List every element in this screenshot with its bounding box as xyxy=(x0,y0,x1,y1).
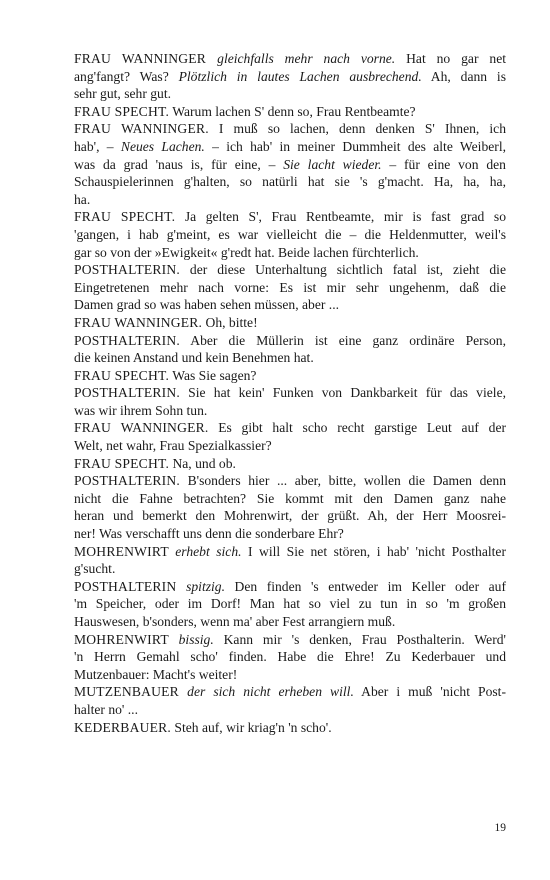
dialogue-text: Eingetretenen mehr nach vorne: Es ist mir sehr ungehenm, daß die xyxy=(74,279,506,295)
dialogue-text: Ah, dann is xyxy=(421,68,507,84)
text-line xyxy=(74,719,506,737)
text-line xyxy=(74,173,506,191)
text-line xyxy=(74,701,506,719)
speaker-name: FRAU SPECHT. xyxy=(74,367,170,383)
dialogue-text: Kann mir 's denken, Frau Posthalterin. Werd' xyxy=(213,631,506,647)
text-line xyxy=(74,296,506,314)
text-line xyxy=(74,384,506,402)
dialogue-text: Na, und ob. xyxy=(169,455,236,471)
dialogue-text: Es gibt halt scho recht garstige Leut auf der xyxy=(208,420,507,436)
speaker-name: MOHRENWIRT xyxy=(74,631,179,647)
dialogue-text: Hat no gar net xyxy=(395,51,507,66)
speaker-name: POSTHALTERIN. xyxy=(74,262,180,278)
text-line xyxy=(74,138,506,156)
dialogue-text: g'sucht. xyxy=(74,561,116,577)
dialogue-text: Aber die Müllerin ist eine ganz ordinäre Person, xyxy=(179,332,506,348)
dialogue-text: ang'fangt? Was? xyxy=(74,68,179,84)
text-line xyxy=(74,226,506,244)
text-line xyxy=(74,349,506,367)
text-line xyxy=(74,120,506,138)
dialogue-text: Hauswesen, b'sonders, wenn ma' aber Fest arrangiern muß. xyxy=(74,614,396,629)
stage-direction: erhebt sich. xyxy=(175,543,242,559)
stage-direction: Plötzlich in lautes Lachen ausbrechend. xyxy=(178,68,422,84)
text-line xyxy=(74,437,506,455)
text-line xyxy=(74,68,506,86)
speaker-name: FRAU SPECHT. xyxy=(74,455,170,471)
dialogue-text: B'sonders hier ... aber, bitte, wollen die Damen denn xyxy=(179,473,506,489)
text-line xyxy=(74,279,506,297)
text-line xyxy=(74,50,506,68)
text-line xyxy=(74,402,506,420)
play-text-block xyxy=(74,50,506,736)
stage-direction: bissig. xyxy=(178,631,214,647)
text-line xyxy=(74,490,506,508)
text-line xyxy=(74,367,506,385)
text-line xyxy=(74,595,506,613)
speaker-name: POSTHALTERIN. xyxy=(74,385,180,401)
dialogue-text: Ja gelten S', Frau Rentbeamte, mir is fast grad so xyxy=(175,209,507,225)
dialogue-text: der diese Unterhaltung sichtlich fatal ist, zieht die xyxy=(179,262,506,278)
dialogue-text: Schauspielerinnen g'halten, so natürli hat sie 's g'macht. Ha, ha, ha, xyxy=(74,174,506,190)
dialogue-text: Sie hat kein' Funken von Dankbarkeit für das viele, xyxy=(179,385,506,401)
text-line xyxy=(74,631,506,649)
dialogue-text: die keinen Anstand und kein Benehmen hat. xyxy=(74,350,314,366)
text-line xyxy=(74,507,506,525)
dialogue-text: Steh auf, wir kriag'n 'n scho'. xyxy=(170,719,332,735)
speaker-name: MUTZENBAUER xyxy=(74,684,188,700)
dialogue-text: ner! Was verschafft uns denn die sonderbare Ehr? xyxy=(74,526,344,542)
text-line xyxy=(74,332,506,350)
dialogue-text: was da grad 'naus is, für eine, – xyxy=(74,156,284,172)
dialogue-text: Damen grad so was haben sehen müssen, aber ... xyxy=(74,297,339,313)
speaker-name: POSTHALTERIN. xyxy=(74,332,180,348)
stage-direction: gleichfalls mehr nach vorne. xyxy=(217,51,396,66)
text-line xyxy=(74,525,506,543)
dialogue-text: sehr gut, sehr gut. xyxy=(74,86,172,102)
speaker-name: POSTHALTERIN. xyxy=(74,473,180,489)
text-line xyxy=(74,455,506,473)
dialogue-text: I will Sie net stören, i hab' 'nicht Posthalter xyxy=(241,543,506,559)
speaker-name: MOHRENWIRT xyxy=(74,543,176,559)
stage-direction: Sie lacht wieder. xyxy=(283,156,382,172)
speaker-name: FRAU WANNINGER. xyxy=(74,314,203,330)
dialogue-text: 'n Herrn Gemahl scho' finden. Habe die Ehre! Zu Kederbauer und xyxy=(74,649,506,665)
dialogue-text: Was Sie sagen? xyxy=(169,367,257,383)
text-line xyxy=(74,85,506,103)
text-line xyxy=(74,666,506,684)
speaker-name: FRAU SPECHT. xyxy=(74,103,170,119)
dialogue-text: Welt, net wahr, Frau Spezialkassier? xyxy=(74,438,272,454)
text-line xyxy=(74,648,506,666)
dialogue-text: – für eine von den xyxy=(381,156,506,172)
dialogue-text: nicht die Fahne betrachten? Sie kommt mit den Damen ganz nahe xyxy=(74,490,506,506)
speaker-name: FRAU SPECHT. xyxy=(74,209,176,225)
text-line xyxy=(74,314,506,332)
dialogue-text: was wir ihrem Sohn tun. xyxy=(74,402,208,418)
dialogue-text: heran und bemerkt den Mohrenwirt, der grüßt. Ah, der Herr Moosrei- xyxy=(74,508,506,524)
text-line xyxy=(74,103,506,121)
speaker-name: FRAU WANNINGER. xyxy=(74,420,209,436)
dialogue-text: hab', – xyxy=(74,138,121,154)
page-number: 19 xyxy=(494,822,506,834)
text-line xyxy=(74,578,506,596)
text-line xyxy=(74,261,506,279)
stage-direction: der sich nicht erheben will. xyxy=(187,684,354,700)
dialogue-text: – ich hab' in meiner Dummheit des alte Weiberl, xyxy=(204,138,506,154)
text-line xyxy=(74,613,506,631)
dialogue-text: Aber i muß 'nicht Post- xyxy=(353,684,506,700)
dialogue-text: Oh, bitte! xyxy=(202,314,258,330)
dialogue-text: ha. xyxy=(74,191,91,207)
text-line xyxy=(74,156,506,174)
text-line xyxy=(74,191,506,209)
dialogue-text: 'm Speicher, oder im Dorf! Man hat so viel zu tun in so 'm großen xyxy=(74,596,506,612)
dialogue-text: halter no' ... xyxy=(74,701,138,717)
text-line xyxy=(74,560,506,578)
dialogue-text: I muß so lachen, denn denken S' Ihnen, ich xyxy=(208,121,506,137)
speaker-name: POSTHALTERIN xyxy=(74,578,187,594)
stage-direction: spitzig. xyxy=(186,578,225,594)
dialogue-text: 'gangen, i hab g'meint, es war vielleicht die – die Heldenmutter, weil's xyxy=(74,226,506,242)
dialogue-text: Den finden 's entweder im Keller oder auf xyxy=(225,578,506,594)
dialogue-text: Mutzenbauer: Macht's weiter! xyxy=(74,666,238,682)
stage-direction: Neues Lachen. xyxy=(120,138,205,154)
dialogue-text: Warum lachen S' denn so, Frau Rentbeamte? xyxy=(169,103,416,119)
text-line xyxy=(74,543,506,561)
text-line xyxy=(74,208,506,226)
speaker-name: FRAU WANNINGER. xyxy=(74,121,209,137)
dialogue-text: gar so von der »Ewigkeit« g'redt hat. Beide lachen fürchterlich. xyxy=(74,244,419,260)
text-line xyxy=(74,472,506,490)
text-line xyxy=(74,244,506,262)
text-line xyxy=(74,683,506,701)
speaker-name: KEDERBAUER. xyxy=(74,719,171,735)
speaker-name: FRAU WANNINGER xyxy=(74,51,218,66)
text-line xyxy=(74,419,506,437)
